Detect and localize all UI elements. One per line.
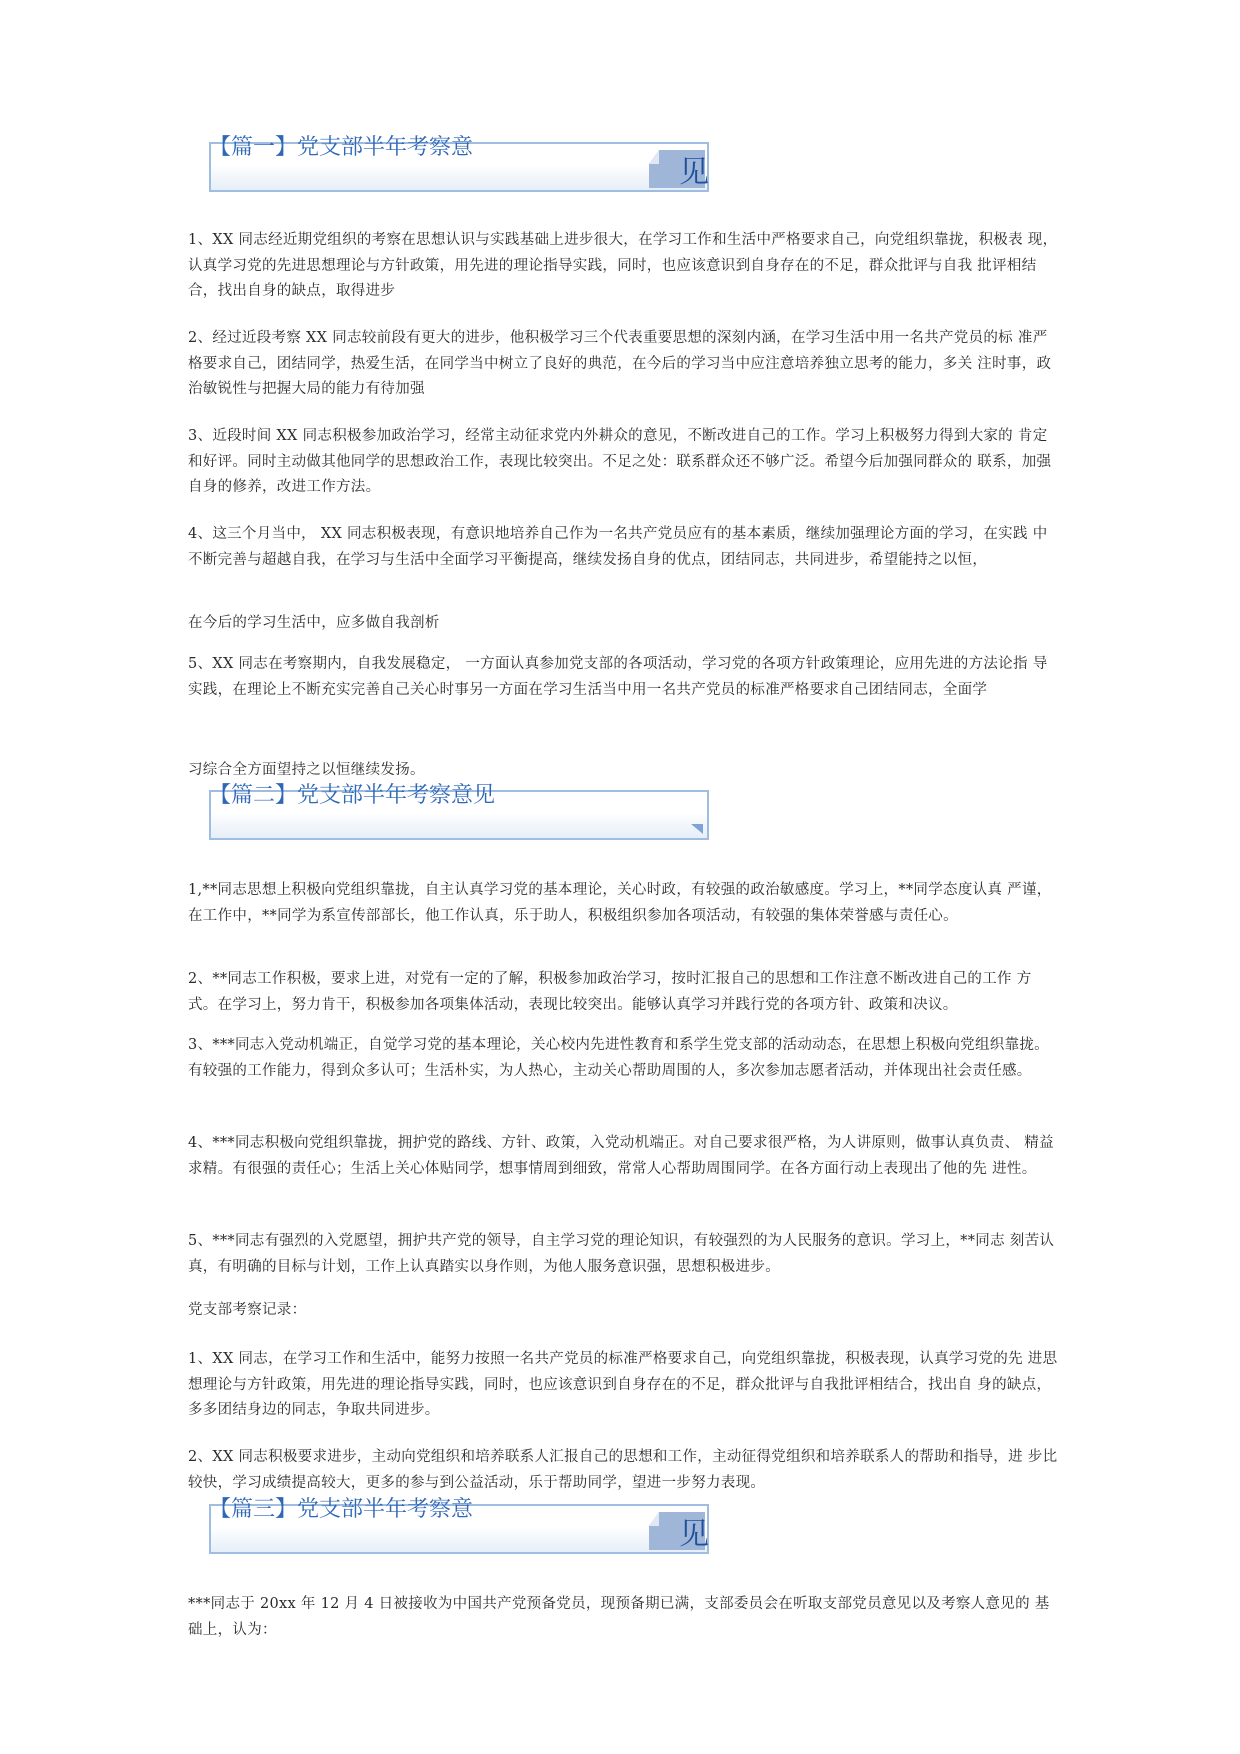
section-1-heading: 【篇一】党支部半年考察意 [209,135,474,160]
section-1-paragraph-6: 5、XX 同志在考察期内，自我发展稳定， 一方面认真参加党支部的各项活动，学习党的各项方针政策理论，应用先进的方法论指 导实践，在理论上不断充实完善自己关心时事另一方面在学习生活当中用一名共产党员的标准严格要求自己团结同志，全面学 [188,656,1048,698]
section-3-heading-box [209,1497,709,1554]
section-1-paragraph-1: 1、XX 同志经近期党组织的考察在思想认识与实践基础上进步很大，在学习工作和生活中严格要求自己，向党组织靠拢，积极表 现，认真学习党的先进思想理论与方针政策，用先进的理论指导实践，同时，也应该意识到自身存在的不足，群众批评与自我 批评相结合，找出自身的缺点，取得进步 [188,232,1058,299]
page-corner-icon [649,150,709,190]
section-2-paragraph-3: 3、***同志入党动机端正，自觉学习党的基本理论，关心校内先进性教育和系学生党支部的活动动态，在思想上积极向党组织靠拢。有较强的工作能力，得到众多认可；生活朴实，为人热心，主动关心帮助周围的人，多次参加志愿者活动，并体现出社会责任感。 [188,1037,1049,1079]
section-2-paragraph-5: 5、***同志有强烈的入党愿望，拥护共产党的领导，自主学习党的理论知识，有较强烈的为人民服务的意识。学习上，**同志 刻苦认真，有明确的目标与计划，工作上认真踏实以身作则，为他人服务意识强，思想积极进步。 [188,1233,1055,1275]
section-2-paragraph-1: 1,**同志思想上积极向党组织靠拢，自主认真学习党的基本理论，关心时政，有较强的政治敏感度。学习上，**同学态度认真 严谨，在工作中，**同学为系宣传部部长，他工作认真，乐于助人，积极组织参加各项活动，有较强的集体荣誉感与责任心。 [188,882,1052,924]
section-2-heading: 【篇二】党支部半年考察意见 [209,783,496,808]
section-1-paragraph-2: 2、经过近段考察 XX 同志较前段有更大的进步，他积极学习三个代表重要思想的深刻内涵，在学习生活中用一名共产党员的标 准严格要求自己，团结同学，热爱生活，在同学当中树立了良好的典范，在今后的学习当中应注意培养独立思考的能力，多关 注时事，政治敏锐性与把握大局的能力有待加强 [188,330,1052,397]
section-1-paragraph-3: 3、近段时间 XX 同志积极参加政治学习，经常主动征求党内外耕众的意见，不断改进自己的工作。学习上积极努力得到大家的 肯定和好评。同时主动做其他同学的思想政治工作，表现比较突出。不足之处：联系群众还不够广泛。希望今后加强同群众的 联系，加强自身的修养，改进工作方法。 [188,428,1052,495]
section-2-paragraph-2: 2、**同志工作积极，要求上进，对党有一定的了解，积极参加政治学习，按时汇报自己的思想和工作注意不断改进自己的工作 方式。在学习上，努力肯干，积极参加各项集体活动，表现比较突出。能够认真学习并践行党的各项方针、政策和决议。 [188,971,1032,1013]
section-2-paragraph-7: 2、XX 同志积极要求进步，主动向党组织和培养联系人汇报自己的思想和工作，主动征得党组织和培养联系人的帮助和指导，进 步比较快，学习成绩提高较大，更多的参与到公益活动，乐于帮助同学，望进一步努力表现。 [188,1449,1058,1491]
svg-text:见: 见 [679,155,709,190]
section-3-heading: 【篇三】党支部半年考察意 [209,1497,474,1522]
page-corner-icon [649,1512,709,1552]
section-1-paragraph-4: 4、这三个月当中， XX 同志积极表现，有意识地培养自己作为一名共产党员应有的基本素质，继续加强理论方面的学习，在实践 中不断完善与超越自我，在学习与生活中全面学习平衡提高，继续发扬自身的优点，团结同志，共同进步，希望能持之以恒， [188,526,1048,568]
section-1-paragraph-5: 在今后的学习生活中，应多做自我剖析 [188,615,440,631]
section-2-heading-box [209,783,709,840]
page-corner-icon [691,824,703,834]
section-1-heading-box [209,135,709,192]
svg-text:见: 见 [679,1517,709,1552]
section-2-subheading: 党支部考察记录： [188,1302,307,1318]
section-2-paragraph-4: 4、***同志积极向党组织靠拢，拥护党的路线、方针、政策，入党动机端正。对自己要求很严格，为人讲原则，做事认真负责、 精益求精。有很强的责任心；生活上关心体贴同学，想事情周到细致，常常人心帮助周围同学。在各方面行动上表现出了他的先 进性。 [188,1135,1054,1177]
section-3-paragraph-1: ***同志于 20xx 年 12 月 4 日被接收为中国共产党预备党员，现预备期已满，支部委员会在听取支部党员意见以及考察人意见的 基础上，认为： [188,1596,1050,1638]
section-2-paragraph-6: 1、XX 同志，在学习工作和生活中，能努力按照一名共产党员的标准严格要求自己，向党组织靠拢，积极表现，认真学习党的先 进思想理论与方针政策，用先进的理论指导实践，同时，也应该意识到自身存在的不足，群众批评与自我批评相结合，找出自 身的缺点，多多团结身边的同志，争取共同进步。 [188,1351,1058,1418]
section-1-paragraph-7: 习综合全方面望持之以恒继续发扬。 [188,762,425,778]
